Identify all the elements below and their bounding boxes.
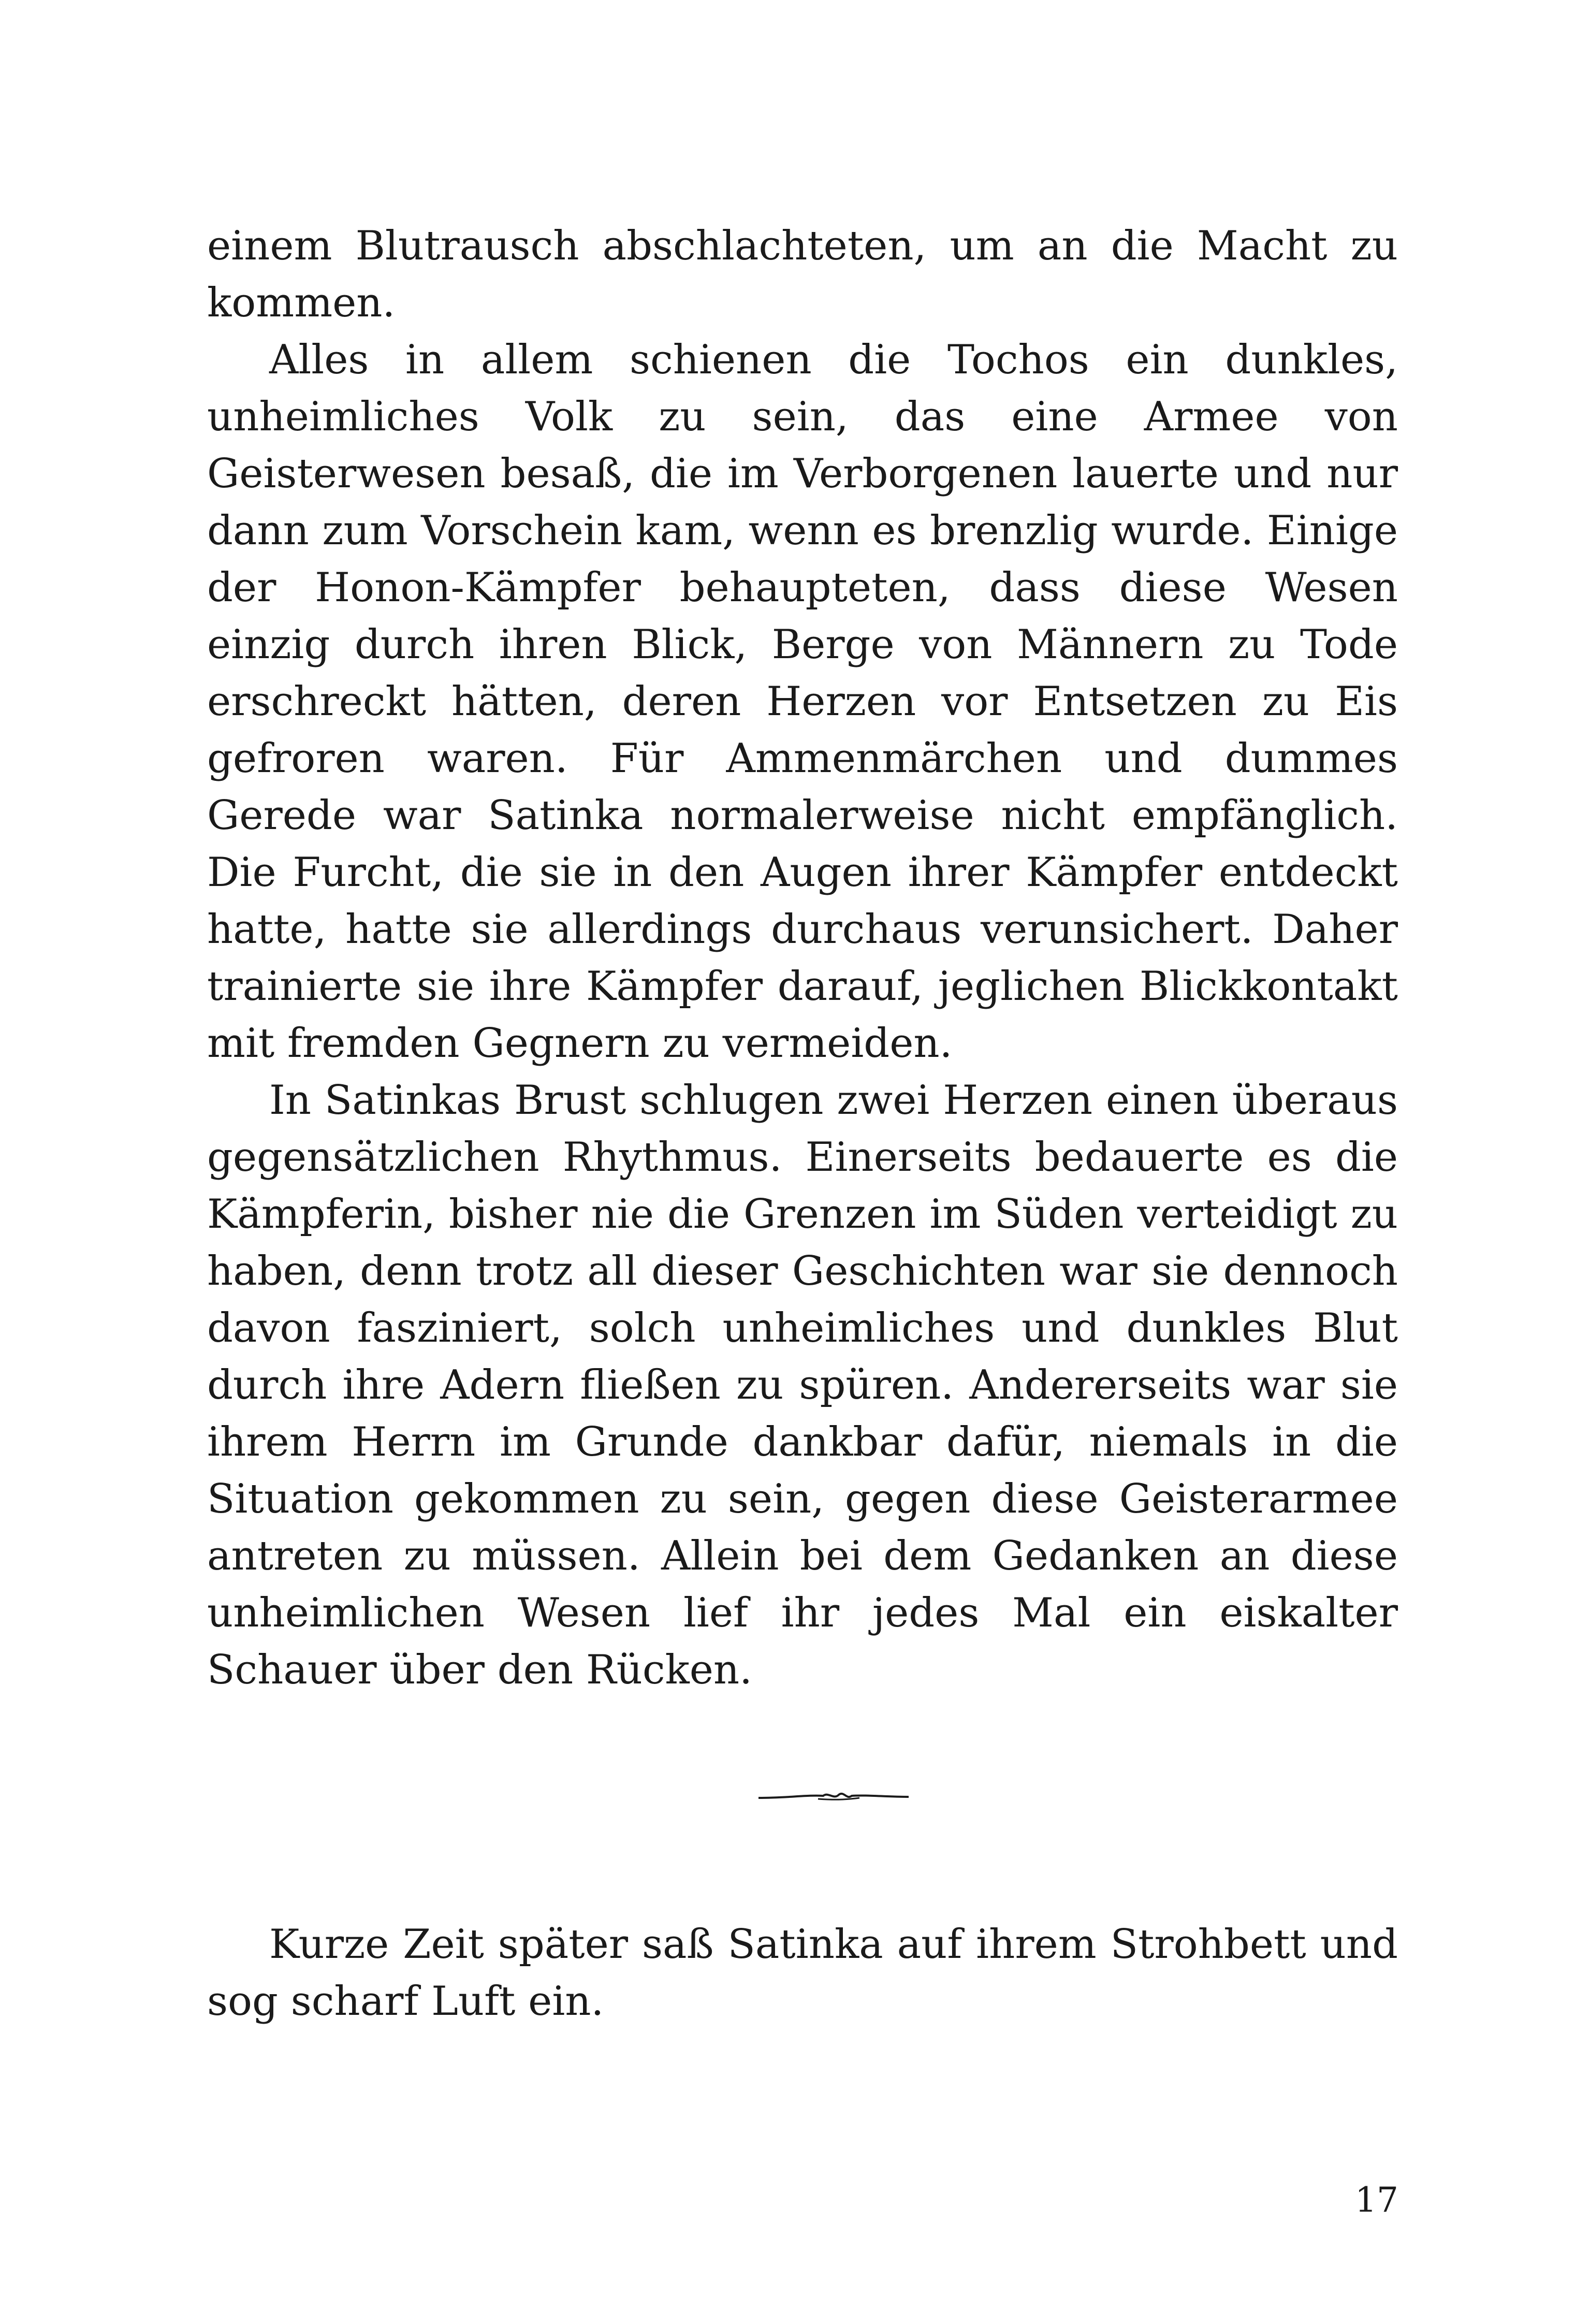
- paragraph-after-break: Kurze Zeit später saß Satinka auf ihrem Strohbett und sog scharf Luft ein.: [207, 1921, 1398, 2025]
- section-text: [207, 1916, 1398, 2030]
- flourish-ornament-icon: [756, 1786, 911, 1807]
- paragraph-2: Alles in allem schienen die Tochos ein dunkles, unheimliches Volk zu sein, das eine Armee von Geisterwesen besaß, die im Verborgenen lauerte und nur dann zum Vorschein kam, wenn es brenzlig wurde. Einige der Honon-Kämpfer behaupteten, dass diese Wesen einzig durch ihren Blick, Berge von Männern zu Tode erschreckt hätten, deren Herzen vor Entsetzen zu Eis gefroren waren. Für Ammenmärchen und dummes Gerede war Satinka normalerweise nicht empfänglich. Die Furcht, die sie in den Augen ihrer Kämpfer entdeckt hatte, hatte sie allerdings durchaus verunsichert. Daher trainierte sie ihre Kämpfer darauf, jeglichen Blickkontakt mit fremden Gegnern zu vermeiden.: [207, 337, 1398, 1067]
- paragraph-1: einem Blutrausch abschlachteten, um an die Macht zu kommen.: [207, 223, 1398, 326]
- main-text: [207, 217, 1398, 1698]
- page-number: 17: [1355, 2180, 1398, 2220]
- paragraph-3: In Satinkas Brust schlugen zwei Herzen einen überaus gegensätzlichen Rhythmus. Einerseits bedauerte es die Kämpferin, bisher nie die Grenzen im Süden verteidigt zu haben, denn trotz all dieser Geschichten war sie dennoch davon fasziniert, solch unheimliches und dunkles Blut durch ihre Adern fließen zu spüren. Andererseits war sie ihrem Herrn im Grunde dankbar dafür, niemals in die Situation gekommen zu sein, gegen diese Geisterarmee antreten zu müssen. Allein bei dem Gedanken an diese unheimlichen Wesen lief ihr jedes Mal ein eiskalter Schauer über den Rücken.: [207, 1077, 1398, 1693]
